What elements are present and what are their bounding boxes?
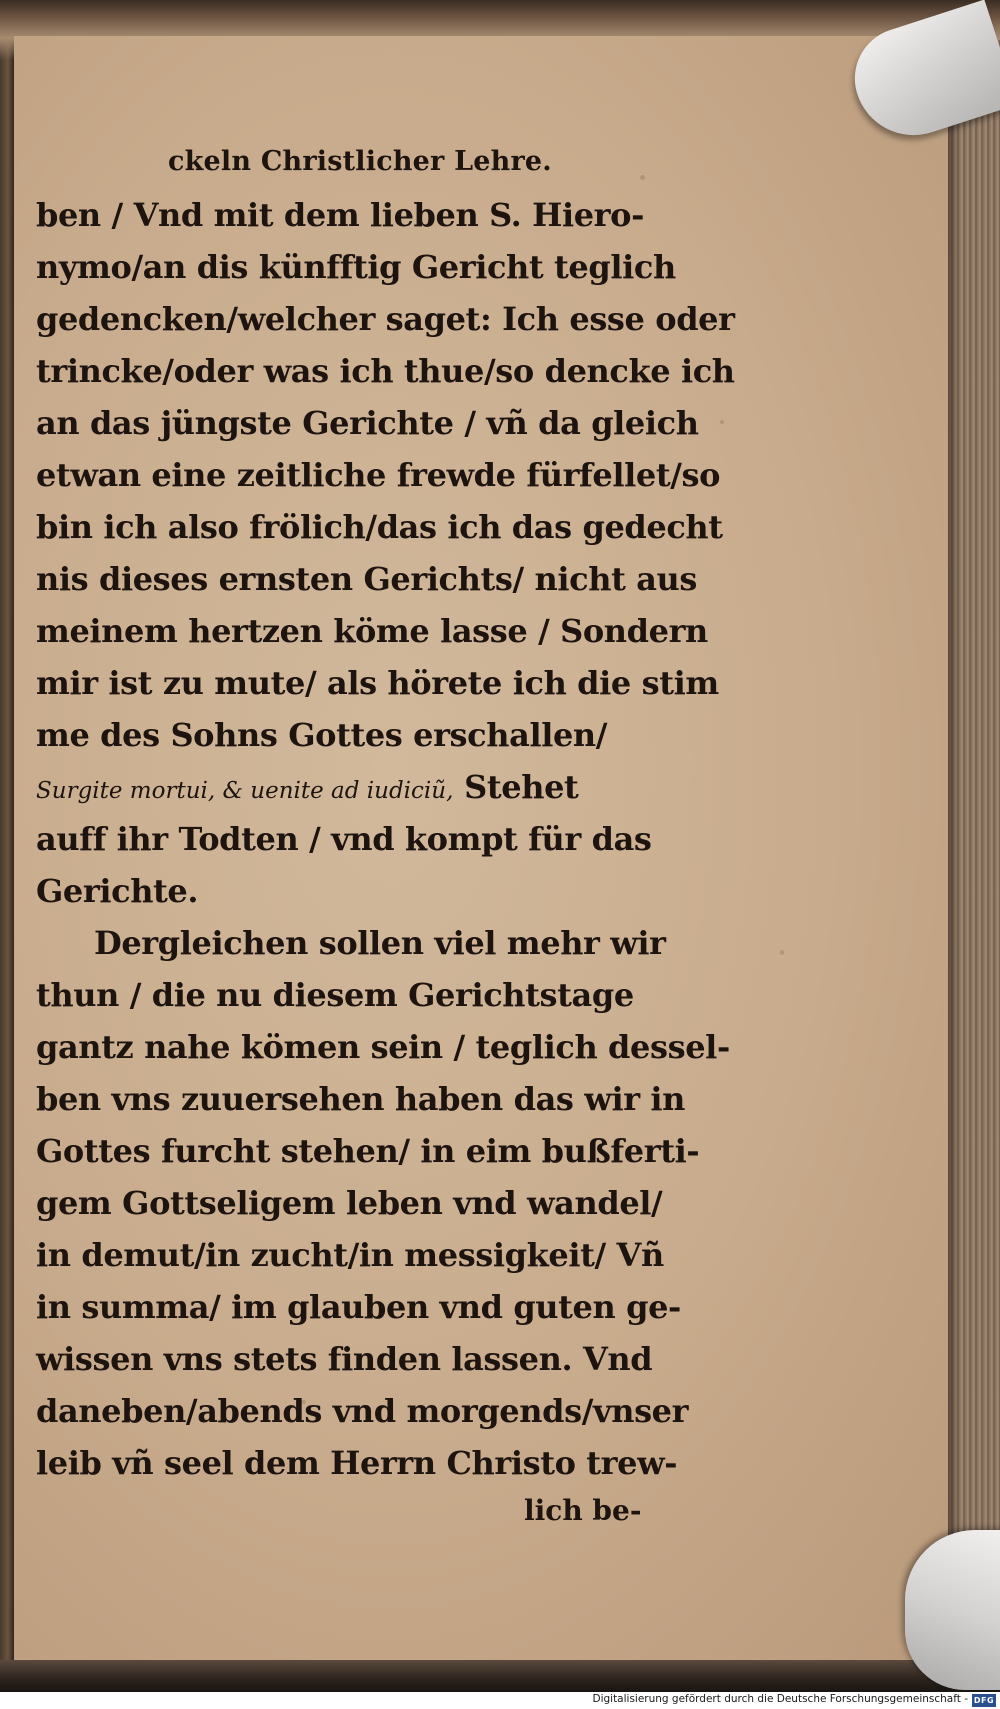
catchword: lich be- [524, 1494, 642, 1527]
latin-line-german: Stehet [453, 768, 579, 806]
text-line: leib vñ seel dem Herrn Christo trew- [36, 1444, 678, 1482]
text-line: an das jüngste Gerichte / vñ da gleich [36, 404, 699, 442]
funding-notice: Digitalisierung gefördert durch die Deutsche Forschungsgemeinschaft - [592, 1693, 968, 1705]
text-line: bin ich also frölich/das ich das gedecht [36, 508, 723, 546]
text-line: gem Gottseligem leben vnd wandel/ [36, 1184, 663, 1222]
page-edge-shadow [948, 40, 960, 1670]
running-head: ckeln Christlicher Lehre. [168, 146, 552, 177]
text-line: thun / die nu diesem Gerichtstage [36, 976, 634, 1014]
paper-speck [720, 420, 724, 424]
text-line: nymo/an dis künfftig Gericht teglich [36, 248, 676, 286]
text-line: gedencken/welcher saget: Ich esse oder [36, 300, 735, 338]
text-line: ben vns zuuersehen haben das wir in [36, 1080, 686, 1118]
text-line: Gottes furcht stehen/ in eim bußferti- [36, 1132, 700, 1170]
dfg-logo: DFG [973, 1696, 995, 1705]
text-line: me des Sohns Gottes erschallen/ [36, 716, 608, 754]
text-line: auff ihr Todten / vnd kompt für das [36, 820, 652, 858]
text-line: in summa/ im glauben vnd guten ge- [36, 1288, 681, 1326]
text-line: wissen vns stets finden lassen. Vnd [36, 1340, 653, 1378]
text-line: etwan eine zeitliche frewde fürfellet/so [36, 456, 721, 494]
text-line: nis dieses ernsten Gerichts/ nicht aus [36, 560, 698, 598]
paper-speck [780, 950, 784, 955]
latin-quote-line [36, 768, 578, 810]
text-line: daneben/abends vnd morgends/vnser [36, 1392, 689, 1430]
paragraph-first-line: Dergleichen sollen viel mehr wir [94, 924, 666, 962]
text-line: in demut/in zucht/in messigkeit/ Vñ [36, 1236, 664, 1274]
book-bottom-edge [0, 1660, 1000, 1692]
text-line: ben / Vnd mit dem lieben S. Hiero- [36, 196, 644, 234]
text-line: meinem hertzen köme lasse / Sondern [36, 612, 708, 650]
text-line: trincke/oder was ich thue/so dencke ich [36, 352, 735, 390]
text-line: mir ist zu mute/ als hörete ich die stim [36, 664, 719, 702]
latin-quote: Surgite mortui, & uenite ad iudiciũ, [36, 778, 454, 804]
text-line: gantz nahe kömen sein / teglich dessel- [36, 1028, 730, 1066]
paper-speck [640, 175, 645, 180]
text-line: Gerichte. [36, 872, 199, 910]
